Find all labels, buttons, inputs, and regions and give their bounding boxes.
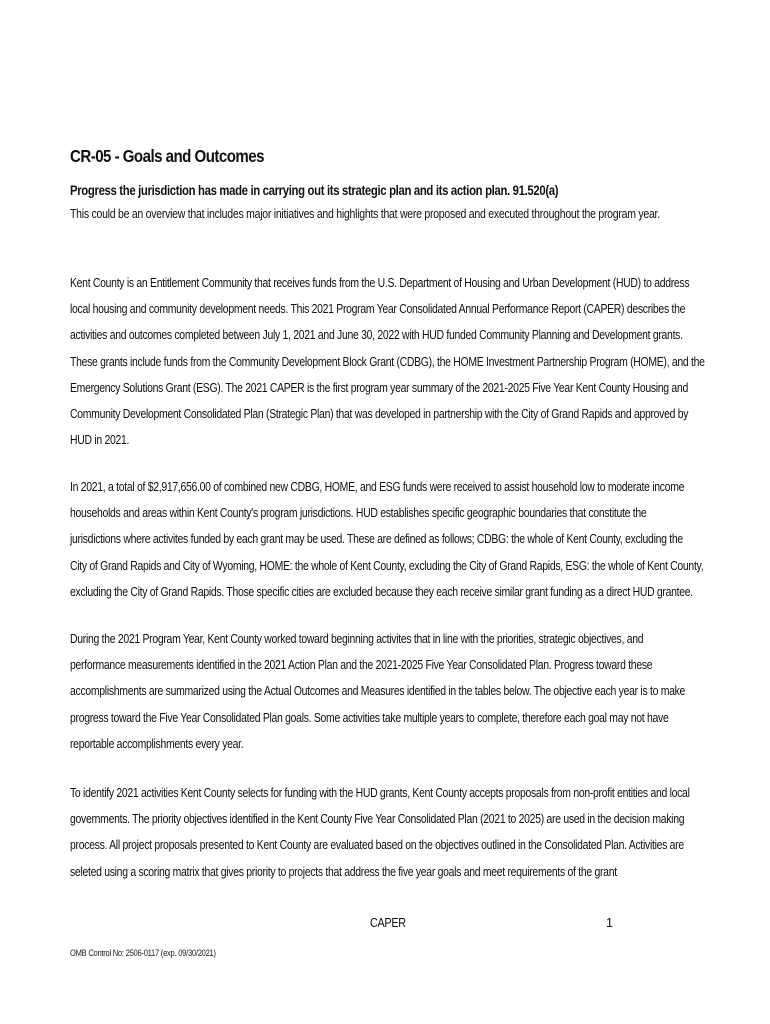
paragraph-line: households and areas within Kent County's program jurisdictions. HUD establishes specific geographic boundaries that constitute the <box>70 506 647 521</box>
paragraph-line: excluding the City of Grand Rapids. Those specific cities are excluded because they each receive similar grant funding as a direct HUD grantee. <box>70 584 693 599</box>
body-paragraph <box>70 626 698 757</box>
paragraph-line: HUD in 2021. <box>70 433 130 448</box>
paragraph-line: activities and outcomes completed between July 1, 2021 and June 30, 2022 with HUD funded Community Planning and Development grants. <box>70 328 683 343</box>
paragraph-line: During the 2021 Program Year, Kent County worked toward beginning activites that in line with the priorities, strategic objectives, and <box>70 632 644 646</box>
paragraph-line: In 2021, a total of $2,917,656.00 of combined new CDBG, HOME, and ESG funds were received to assist household low to moderate income <box>70 480 685 494</box>
body-paragraph <box>70 474 704 605</box>
paragraph-line: Emergency Solutions Grant (ESG). The 2021 CAPER is the first program year summary of the 2021-2025 Five Year Kent County Housing and <box>70 380 688 395</box>
paragraph-line: local housing and community development needs. This 2021 Program Year Consolidated Annual Performance Report (CAPER) describes the <box>70 302 686 317</box>
paragraph-line: jurisdictions where activites funded by each grant may be used. These are defined as follows; CDBG: the whole of Kent County, excluding the <box>70 532 683 547</box>
paragraph-line: governments. The priority objectives identified in the Kent County Five Year Consolidated Plan (2021 to 2025) are used in the decision making <box>70 812 685 827</box>
paragraph-line: accomplishments are summarized using the Actual Outcomes and Measures identified in the tables below. The objective each year is to make <box>70 684 686 699</box>
instruction-text: This could be an overview that includes major initiatives and highlights that were proposed and executed throughout the program year. <box>70 207 660 221</box>
paragraph-line: Kent County is an Entitlement Community that receives funds from the U.S. Department of Housing and Urban Development (HUD) to address <box>70 276 690 290</box>
paragraph-line: seleted using a scoring matrix that gives priority to projects that address the five year goals and meet requirements of the grant <box>70 864 617 879</box>
page-number: 1 <box>606 916 613 930</box>
paragraph-line: process. All project proposals presented to Kent County are evaluated based on the objectives outlined in the Consolidated Plan. Activities are <box>70 838 684 853</box>
body-paragraph <box>70 780 698 885</box>
paragraph-line: These grants include funds from the Community Development Block Grant (CDBG), the HOME Investment Partnership Program (HOME), and the <box>70 354 705 369</box>
paragraph-line: Community Development Consolidated Plan (Strategic Plan) that was developed in partnership with the City of Grand Rapids and approved by <box>70 406 689 421</box>
paragraph-line: performance measurements identified in the 2021 Action Plan and the 2021-2025 Five Year Consolidated Plan. Progress toward these <box>70 658 653 673</box>
paragraph-line: To identify 2021 activities Kent County selects for funding with the HUD grants, Kent County accepts proposals from non-profit entities and local <box>70 786 690 800</box>
paragraph-line: reportable accomplishments every year. <box>70 736 244 751</box>
paragraph-line: progress toward the Five Year Consolidated Plan goals. Some activities take multiple years to complete, therefore each goal may not have <box>70 710 669 725</box>
body-paragraph <box>70 270 705 453</box>
omb-control-number: OMB Control No: 2506-0117 (exp. 09/30/2021) <box>70 948 216 958</box>
section-heading: CR-05 - Goals and Outcomes <box>70 146 264 166</box>
section-subheading: Progress the jurisdiction has made in carrying out its strategic plan and its action plan. 91.520(a) <box>70 183 559 198</box>
footer-label: CAPER <box>370 916 406 930</box>
paragraph-line: City of Grand Rapids and City of Wyoming, HOME: the whole of Kent County, excluding the City of Grand Rapids, ESG: the whole of Kent County, <box>70 558 704 573</box>
